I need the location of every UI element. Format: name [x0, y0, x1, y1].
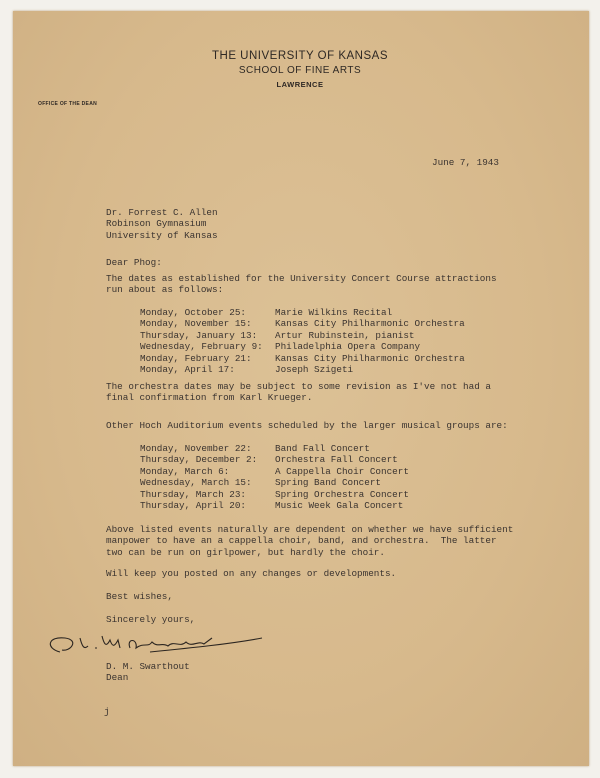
item-event: Spring Band Concert [275, 477, 382, 489]
item-date: Wednesday, March 15: [140, 477, 252, 489]
signer-title: Dean [106, 672, 129, 684]
item-event: A Cappella Choir Concert [275, 465, 409, 477]
list-item [140, 341, 465, 352]
list-item [140, 318, 465, 329]
event-list [140, 443, 409, 511]
item-event: Kansas City Philharmonic Orchestra [275, 352, 465, 364]
item-date: Thursday, March 23: [140, 488, 247, 500]
paragraph-1 [106, 273, 497, 296]
signer-name: D. M. Swarthout [106, 661, 190, 672]
item-event: Music Week Gala Concert [275, 499, 404, 511]
list-item [140, 489, 409, 500]
list-item [140, 443, 409, 454]
recipient-line: University of Kansas [106, 229, 218, 241]
item-date: Monday, April 17: [140, 363, 235, 375]
text-line: manpower to have an a cappella choir, band, and orchestra. The latter [106, 535, 497, 547]
item-date: Wednesday, February 9: [140, 341, 263, 353]
list-item [140, 454, 409, 465]
item-date: Monday, November 15: [140, 318, 252, 330]
handwritten-signature [40, 628, 270, 658]
paragraph-4 [106, 524, 513, 558]
item-event: Orchestra Fall Concert [275, 454, 398, 466]
list-item [140, 307, 465, 318]
list-item [140, 466, 409, 477]
recipient-address [106, 207, 218, 241]
item-event: Kansas City Philharmonic Orchestra [275, 318, 465, 330]
item-date: Monday, October 25: [140, 307, 247, 318]
item-date: Monday, February 21: [140, 352, 252, 364]
paragraph-3: Other Hoch Auditorium events scheduled by the larger musical groups are: [106, 420, 508, 431]
letter-date: June 7, 1943 [432, 157, 499, 168]
letterhead-city: LAWRENCE [276, 80, 324, 89]
list-item [140, 500, 409, 511]
list-item [140, 364, 465, 375]
salutation: Dear Phog: [106, 257, 162, 268]
paragraph-2 [106, 381, 491, 404]
paragraph-5: Will keep you posted on any changes or developments. [106, 568, 397, 579]
office-label: OFFICE OF THE DEAN [38, 101, 98, 107]
item-event: Artur Rubinstein, pianist [275, 329, 415, 341]
recipient-name: Dr. Forrest C. Allen [106, 207, 218, 218]
item-date: Monday, March 6: [140, 465, 230, 477]
closing-best-wishes: Best wishes, [106, 591, 173, 602]
text-line: run about as follows: [106, 284, 224, 296]
list-item [140, 330, 465, 341]
item-date: Thursday, December 2: [140, 454, 258, 466]
item-date: Monday, November 22: [140, 443, 252, 454]
text-line: The orchestra dates may be subject to some revision as I've not had a [106, 381, 491, 392]
list-item [140, 477, 409, 488]
text-line: The dates as established for the University Concert Course attractions [106, 273, 497, 284]
recipient-line: Robinson Gymnasium [106, 218, 207, 230]
typist-initials: j [104, 706, 110, 717]
letterhead-university: THE UNIVERSITY OF KANSAS [211, 50, 388, 62]
item-date: Thursday, April 20: [140, 499, 247, 511]
list-item [140, 353, 465, 364]
item-date: Thursday, January 13: [140, 329, 258, 341]
text-line: Above listed events naturally are dependent on whether we have sufficient [106, 524, 514, 535]
item-event: Joseph Szigeti [275, 363, 354, 375]
item-event: Philadelphia Opera Company [275, 341, 421, 353]
signer-block [106, 661, 190, 684]
concert-list [140, 307, 465, 375]
text-line: final confirmation from Karl Krueger. [106, 392, 313, 404]
item-event: Marie Wilkins Recital [275, 307, 393, 318]
letterhead-school: SCHOOL OF FINE ARTS [238, 65, 362, 76]
closing-sincerely: Sincerely yours, [106, 614, 196, 625]
item-event: Spring Orchestra Concert [275, 488, 409, 500]
item-event: Band Fall Concert [275, 443, 370, 454]
text-line: two can be run on girlpower, but hardly the choir. [106, 546, 385, 558]
